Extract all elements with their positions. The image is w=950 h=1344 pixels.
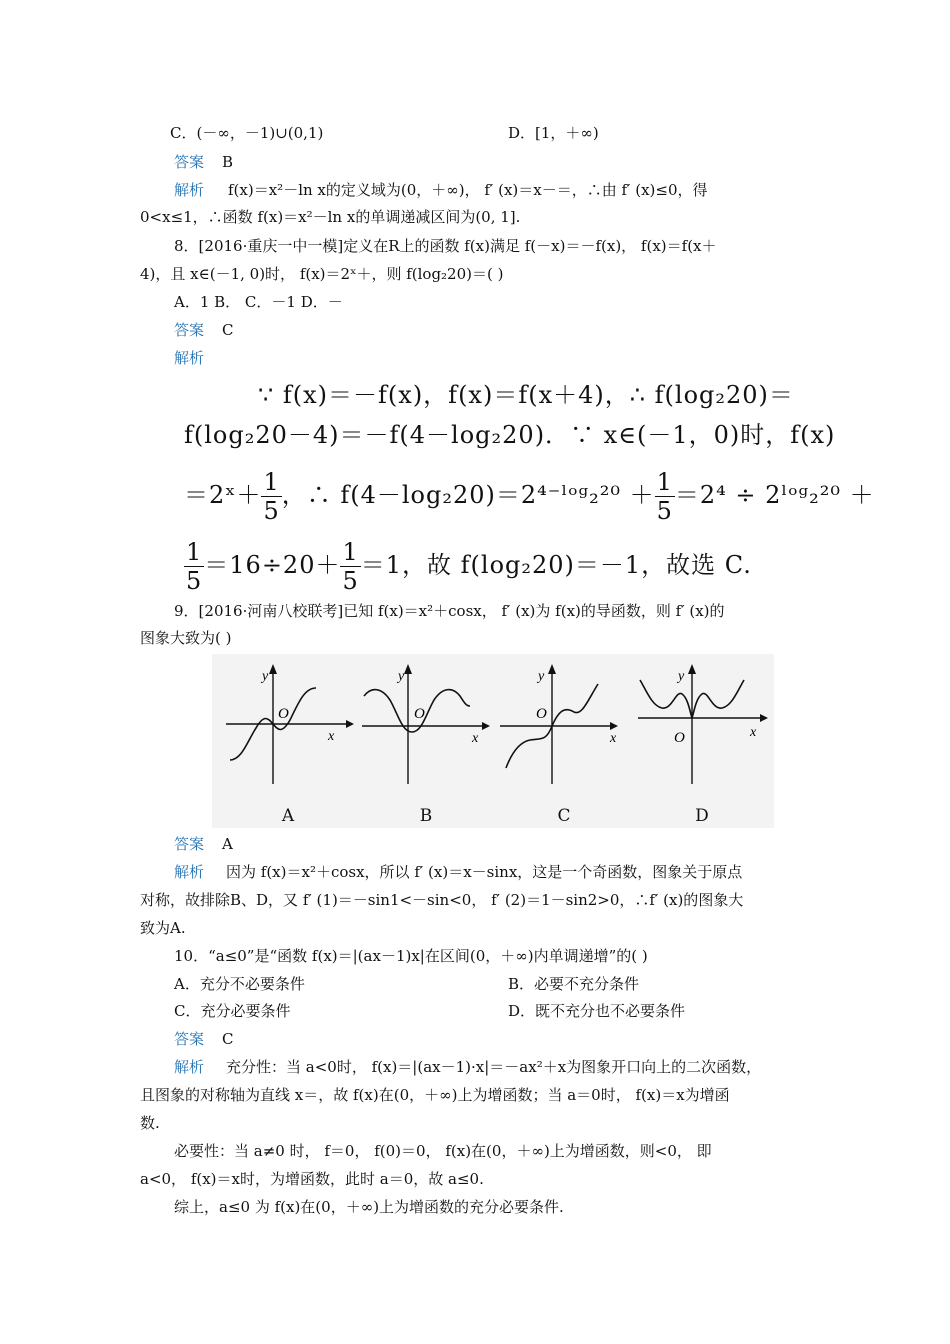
question-8-options: A．1 B． C．－1 D．－	[174, 293, 343, 311]
fraction-numerator: 1	[186, 538, 203, 566]
question-8-stem: 4)，且 x∈(－1, 0)时， f(x)＝2ˣ＋，则 f(log₂20)＝( )	[140, 265, 504, 283]
answer-value: C	[222, 1030, 234, 1048]
analysis-text: 数.	[140, 1114, 160, 1132]
analysis-text: 充分性：当 a<0时， f(x)＝|(ax－1)·x|＝－ax²＋x为图象开口向上的二次函数，	[226, 1058, 762, 1076]
option-c-q7: C．(－∞，－1)∪(0,1)	[170, 124, 324, 142]
formula-segment: ，∴ f(4－log₂20)＝2⁴⁻ˡᵒᵍ₂²⁰ ＋	[281, 481, 655, 509]
question-10-option-b: B．必要不充分条件	[508, 975, 640, 993]
x-axis-label: x	[750, 725, 757, 740]
formula-segment: ＝2ˣ＋	[184, 481, 262, 509]
question-10-option-d: D．既不充分也不必要条件	[508, 1002, 686, 1020]
analysis-text: 综上，a≤0 为 f(x)在(0，＋∞)上为增函数的充分必要条件.	[174, 1198, 564, 1216]
graph-label-c: C	[557, 806, 571, 826]
formula-segment: ＝16÷20＋	[204, 551, 341, 579]
fraction-denominator: 5	[342, 567, 359, 595]
question-8-stem: 8．[2016·重庆一中一模]定义在R上的函数 f(x)满足 f(－x)＝－f(x)， f(x)＝f(x＋	[174, 237, 717, 255]
analysis-label: 解析	[174, 1058, 205, 1076]
answer-value: B	[222, 153, 234, 171]
solution-formula-line-3	[184, 468, 875, 525]
x-axis-label: x	[328, 729, 335, 744]
fraction	[340, 538, 360, 595]
origin-label: O	[414, 706, 425, 722]
question-10-option-c: C．充分必要条件	[174, 1002, 291, 1020]
question-10-stem: 10．“a≤0”是“函数 f(x)＝|(ax－1)x|在区间(0，＋∞)内单调递增”的( )	[174, 947, 648, 965]
answer-label: 答案	[174, 835, 205, 853]
analysis-text: 必要性：当 a≠0 时， f＝0， f(0)＝0， f(x)在(0，＋∞)上为增函数，则<0， 即	[174, 1142, 712, 1160]
graph-a-plot	[218, 656, 358, 806]
graph-a	[218, 656, 358, 826]
analysis-label: 解析	[174, 863, 205, 881]
question-9-stem: 图象大致为( )	[140, 629, 232, 647]
graph-label-a: A	[281, 806, 295, 826]
graph-label-b: B	[419, 806, 433, 826]
y-axis-label: y	[678, 669, 685, 684]
solution-formula-line-1: ∵ f(x)＝－f(x)，f(x)＝f(x＋4)，∴ f(log₂20)＝	[258, 381, 794, 409]
analysis-label: 解析	[174, 181, 205, 199]
answer-label: 答案	[174, 321, 205, 339]
fraction	[184, 538, 204, 595]
answer-value: A	[222, 835, 233, 853]
analysis-text: 0<x≤1，∴函数 f(x)＝x²－ln x的单调递减区间为(0, 1].	[140, 208, 521, 226]
solution-formula-line-4	[184, 538, 752, 595]
analysis-label: 解析	[174, 349, 205, 367]
analysis-text: f(x)＝x²－ln x的定义域为(0，＋∞)， f′ (x)＝x－＝，∴由 f′ (x)≤0，得	[228, 181, 708, 199]
fraction	[655, 468, 675, 525]
graph-b	[356, 656, 496, 826]
fraction-denominator: 5	[186, 567, 203, 595]
option-d-q7: D．[1，＋∞)	[508, 124, 599, 142]
fraction	[261, 468, 281, 525]
question-9-stem: 9．[2016·河南八校联考]已知 f(x)＝x²＋cosx， f′ (x)为 f(x)的导函数，则 f′ (x)的	[174, 602, 725, 620]
answer-label: 答案	[174, 1030, 205, 1048]
formula-segment: ＝2⁴ ÷ 2ˡᵒᵍ₂²⁰ ＋	[674, 481, 875, 509]
y-axis-label: y	[262, 669, 269, 684]
graph-c-plot	[494, 656, 634, 806]
solution-formula-line-2: f(log₂20－4)＝－f(4－log₂20)．∵ x∈(－1，0)时，f(x)	[184, 421, 836, 449]
fraction-denominator: 5	[263, 497, 280, 525]
fraction-denominator: 5	[656, 497, 673, 525]
answer-label: 答案	[174, 153, 205, 171]
graph-label-d: D	[695, 806, 709, 826]
y-axis-label: y	[538, 669, 545, 684]
analysis-text: 致为A.	[140, 919, 186, 937]
fraction-numerator: 1	[263, 468, 280, 496]
x-axis-label: x	[472, 731, 479, 746]
analysis-text: 因为 f(x)＝x²＋cosx，所以 f′ (x)＝x－sinx，这是一个奇函数，图象关于原点	[226, 863, 743, 881]
origin-label: O	[674, 730, 685, 746]
graph-d-plot	[632, 656, 772, 806]
fraction-numerator: 1	[656, 468, 673, 496]
y-axis-label: y	[398, 669, 405, 684]
analysis-text: a<0， f(x)＝x时，为增函数，此时 a＝0，故 a≤0.	[140, 1170, 484, 1188]
formula-segment: ＝1，故 f(log₂20)＝－1，故选 C.	[360, 551, 752, 579]
graph-c	[494, 656, 634, 826]
graph-d	[632, 656, 772, 826]
fraction-numerator: 1	[342, 538, 359, 566]
x-axis-label: x	[610, 731, 617, 746]
analysis-text: 且图象的对称轴为直线 x＝，故 f(x)在(0，＋∞)上为增函数；当 a＝0时， f(x)＝x为增函	[140, 1086, 730, 1104]
answer-value: C	[222, 321, 234, 339]
origin-label: O	[278, 706, 289, 722]
question-10-option-a: A．充分不必要条件	[174, 975, 305, 993]
analysis-text: 对称，故排除B、D，又 f′ (1)＝－sin1<－sin<0， f′ (2)＝1－sin2>0，∴f′ (x)的图象大	[140, 891, 744, 909]
origin-label: O	[536, 706, 547, 722]
graph-b-plot	[356, 656, 496, 806]
